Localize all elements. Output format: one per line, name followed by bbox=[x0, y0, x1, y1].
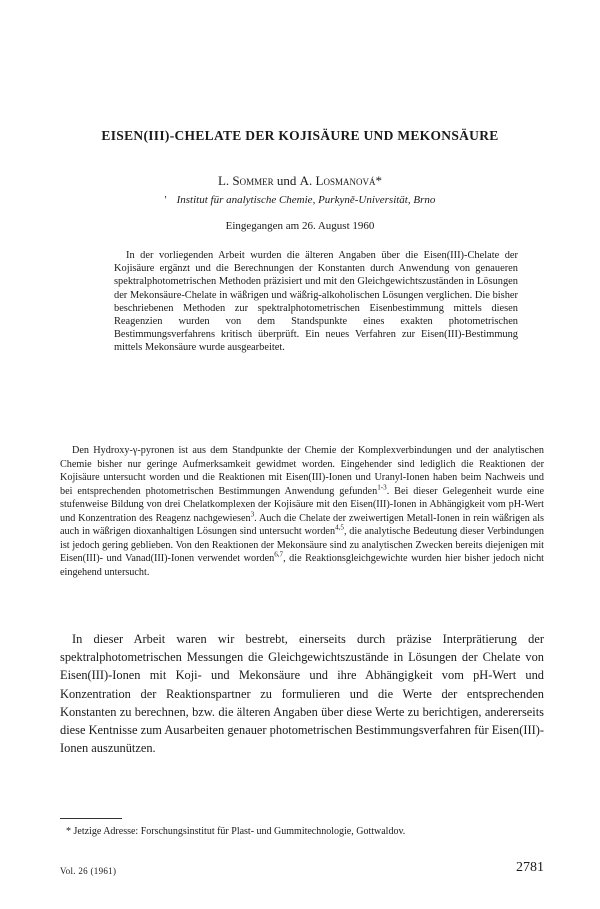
intro-text-5: , die Reaktionsgleichgewichte wurden hier bisher jedoch nicht eingehend untersucht. bbox=[60, 553, 544, 578]
aim-paragraph: In dieser Arbeit waren wir bestrebt, einerseits durch präzise Interprätierung der spektralphotometrischen Messungen die Gleichgewichtszustände in Lösungen der Chelate von Eisen(III)-Ionen mit Koji- und Mekonsäure und ihre Abhängigkeit vom pH-Wert und Konzentration der Reaktionspartner zu formulieren und die Werte der entsprechenden Konstanten zu berechnen, bzw. die älteren Angaben über diese Werte zu berichtigen, andererseits diese Kentnisse zum Ausarbeiten genauer photometrischen Bestimmungsverfahren für Eisen(III)-Ionen auszunützen. bbox=[60, 632, 544, 756]
intro-text-1: Den Hydroxy-γ-pyronen ist aus dem Standpunkte der Chemie der Komplexverbindungen und der analytischen Chemie bisher nur geringe Aufmerksamkeit gewidmet worden. Eingehender sind lediglich die Reaktionen der Kojisäure untersucht worden und die Reaktionen mit Eisen(III)-Ionen und Uranyl-Ionen haben beim Nachweis und bei entsprechenden photometrischen Bestimmungen Anwendung gefunden bbox=[60, 445, 544, 497]
affiliation-line bbox=[0, 194, 600, 206]
author-footnote-mark: * bbox=[375, 173, 383, 188]
journal-volume: Vol. 26 (1961) bbox=[60, 866, 117, 876]
received-date: Eingegangen am 26. August 1960 bbox=[225, 220, 375, 232]
author-line bbox=[0, 173, 600, 189]
author-connector: und bbox=[273, 173, 300, 188]
page-number: 2781 bbox=[516, 860, 544, 875]
reference-4-5: 4,5 bbox=[335, 523, 344, 532]
affiliation: Institut für analytische Chemie, Purkyně-Universität, Brno bbox=[176, 194, 436, 206]
reference-1-3: 1-3 bbox=[377, 483, 387, 492]
reference-3: 3 bbox=[250, 510, 255, 519]
article-title: EISEN(III)-CHELATE DER KOJISÄURE UND MEKONSÄURE bbox=[101, 128, 499, 143]
intro-text-4: , die analytische Bedeutung dieser Verbindungen ist jedoch gering geblieben. Von den Reaktionen der Mekonsäure sind zu analytischen Zwecken bereits diejenigen mit Eisen(III)- und Vanad(III)-Ionen verwendet worden bbox=[60, 526, 544, 564]
intro-paragraph bbox=[60, 444, 544, 579]
intro-text-2: . Bei dieser Gelegenheit wurde eine stufenweise Bildung von drei Chelatkomplexen der Kojisäure mit den Eisen(III)-Ionen in Abhängigkeit vom pH-Wert und Konzentration des Reagenz nachgewiesen bbox=[60, 485, 544, 524]
author-losmanova: A. Losmanová bbox=[299, 173, 376, 188]
affiliation-mark: ' bbox=[164, 194, 167, 206]
footnote: * Jetzige Adresse: Forschungsinstitut für Plast- und Gummitechnologie, Gottwaldov. bbox=[66, 826, 406, 837]
reference-6-7: 6,7 bbox=[274, 550, 284, 559]
abstract: In der vorliegenden Arbeit wurden die älteren Angaben über die Eisen(III)-Chelate der Kojisäure ergänzt und die Berechnungen der Konstanten durch Anwendung von genaueren spektralphotometrischen Methoden präzisiert und mit den Gleichgewichtszuständen in Lösungen der Mekonsäure-Chelate in wäßrigen und wäßrig-alkoholischen Lösungen verglichen. Die bisher beschriebenen Methoden zur spektralphotometrischen Eisenbestimmung mittels diesen Reagenzien wurden von dem Standspunkte eines exakten photometrischen Bestimmungsverfahrens kritisch überprüft. Ein neues Verfahren zur Eisen(III)-Bestimmung mittels Mekonsäure wurde ausgearbeitet. bbox=[114, 250, 518, 354]
author-sommer: L. Sommer bbox=[217, 173, 274, 188]
intro-text-3: . Auch die Chelate der zweiwertigen Metall-Ionen in rein wäßrigen als auch in wäßrigen dioxanhaltigen Lösungen sind untersucht worden bbox=[60, 512, 544, 537]
footnote-divider bbox=[60, 818, 122, 819]
